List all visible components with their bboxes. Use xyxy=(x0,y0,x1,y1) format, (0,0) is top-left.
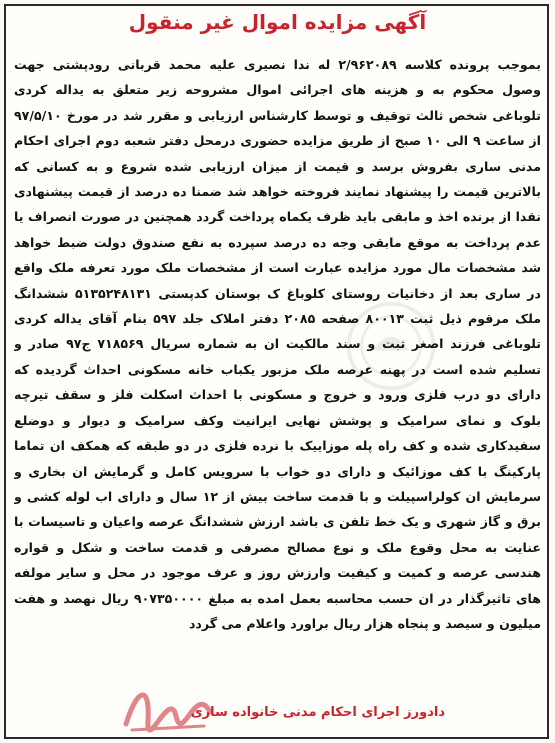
notice-signature: دادورز اجرای احکام مدنی خانواده ساری xyxy=(190,705,445,720)
notice-title: آگهی مزایده اموال غیر منقول xyxy=(128,10,427,34)
notice-body: بموجب پرونده کلاسه ۲/۹۶۲۰۸۹ له ندا نصیری علیه محمد قربانی رودپشتی جهت وصول محکوم به و هزینه های اجرائی اموال مشروحه زیر متعلق به یداله کردی تلوباغی شخص ثالث توقیف و توسط کارشناس ارزیابی و مقرر شد در مورخ ۹۷/۵/۱۰ از ساعت ۹ الی ۱۰ صبح از طریق مزایده حضوری درمحل دفتر شعبه دوم اجرای احکام مدنی ساری بفروش برسد و قیمت از میزان ارزیابی شده شروع و به کسانی که بالاترین قیمت را پیشنهاد نمایند فروخته خواهد شد ضمنا ده درصد از قیمت پیشنهادی نقدا از برنده اخذ و مابقی باید ظرف یکماه پرداخت گردد همچنین در صورت انصراف یا عدم پرداخت به موقع مابقی وجه ده درصد سپرده به نفع صندوق دولت ضبط خواهد شد مشخصات مال مورد مزایده عبارت است از مشخصات ملک مورد تعرفه ملک واقع در ساری بعد از دخانیات روستای کلوباغ ک بوستان کدپستی ۵۱۳۵۲۴۸۱۳۱ ششدانگ ملک مرقوم ذیل ثبت ۸۰۰۱۳ صفحه ۲۰۸۵ دفتر املاک جلد ۵۹۷ بنام آقای یداله کردی تلوباغی فرزند اصغر ثبت و سند مالکیت ان به شماره سریال ۷۱۸۵۶۹ ج۹۷ صادر و تسلیم شده است در پهنه عرصه ملک مزبور یکباب خانه مسکونی احداث گردیده که دارای دو درب فلزی ورود و خروج و مسکونی با احداث اسکلت فلز و سقف تیرچه بلوک و نمای سرامیک و پوشش نهایی ایرانیت وکف سرامیک و دیوار و دوضلع سفیدکاری شده و کف راه پله موزاییک با نرده فلزی در دو طبقه که همکف ان تماما پارکینگ با کف موزائیک و دارای دو خواب با سرویس کامل و گرمایش ان بخاری و سرمایش ان کولراسپیلت و با قدمت ساخت بیش از ۱۲ سال و دارای اب لوله کشی و برق و گاز شهری و یک خط تلفن ی باشد ارزش ششدانگ عرصه واعیان و تاسیسات با عنایت به محل وقوع ملک و نوع مصالح مصرفی و قدمت ساخت و شکل و قواره هندسی عرصه و کمیت و کیفیت وارزش روز و عرف موجود در محل و سایر مولفه های تاثیرگذار در ان حسب محاسبه بعمل امده به مبلغ ۹۰۷۳۵۰۰۰۰ ریال نهصد و هفت میلیون و سیصد و پنجاه هزار ریال براورد واعلام می گردد xyxy=(14,57,541,631)
